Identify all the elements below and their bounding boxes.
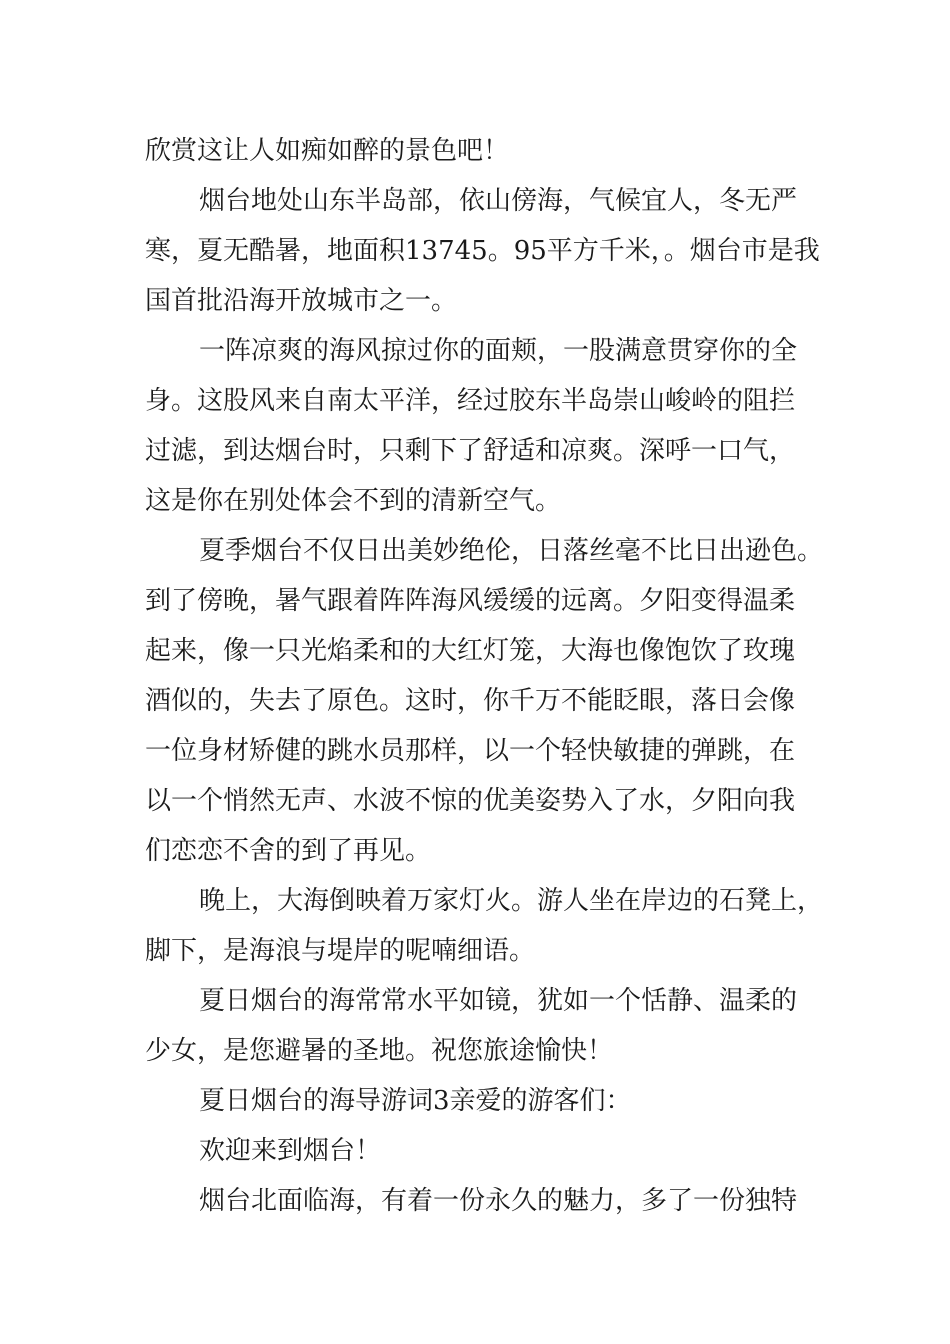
text-line: 身。这股风来自南太平洋，经过胶东半岛崇山峻岭的阻拦 [145, 386, 796, 416]
paragraph-start-line: 晚上，大海倒映着万家灯火。游人坐在岸边的石凳上， [199, 886, 824, 916]
paragraph-start-line: 夏日烟台的海常常水平如镜，犹如一个恬静、温柔的 [199, 986, 798, 1016]
paragraph-start-line: 一阵凉爽的海风掠过你的面颊，一股满意贯穿你的全 [199, 336, 798, 366]
text-line: 过滤，到达烟台时，只剩下了舒适和凉爽。深呼一口气， [145, 436, 796, 466]
paragraph-start-line: 夏季烟台不仅日出美妙绝伦，日落丝毫不比日出逊色。 [199, 536, 824, 566]
paragraph-start-line: 烟台北面临海，有着一份永久的魅力，多了一份独特 [199, 1186, 798, 1216]
text-line: 酒似的，失去了原色。这时，你千万不能眨眼，落日会像 [145, 686, 796, 716]
greeting-line: 欢迎来到烟台！ [199, 1136, 382, 1166]
text-line: 寒，夏无酷暑，地面积13745。95平方千米，。烟台市是我 [145, 236, 820, 266]
paragraph-start-line: 烟台地处山东半岛部，依山傍海，气候宜人，冬无严 [199, 186, 798, 216]
text-line: 一位身材矫健的跳水员那样，以一个轻快敏捷的弹跳，在 [145, 736, 796, 766]
text-line: 国首批沿海开放城市之一。 [145, 286, 458, 316]
document-body [145, 126, 825, 1226]
text-line: 以一个悄然无声、水波不惊的优美姿势入了水，夕阳向我 [145, 786, 796, 816]
text-line: 们恋恋不舍的到了再见。 [145, 836, 432, 866]
text-line: 欣赏这让人如痴如醉的景色吧！ [145, 136, 510, 166]
text-line: 脚下，是海浪与堤岸的呢喃细语。 [145, 936, 536, 966]
text-line: 到了傍晚，暑气跟着阵阵海风缓缓的远离。夕阳变得温柔 [145, 586, 796, 616]
text-line: 这是你在别处体会不到的清新空气。 [145, 486, 562, 516]
section-heading-line: 夏日烟台的海导游词3亲爱的游客们： [199, 1086, 632, 1116]
text-line: 少女，是您避暑的圣地。祝您旅途愉快！ [145, 1036, 614, 1066]
text-line: 起来，像一只光焰柔和的大红灯笼，大海也像饱饮了玫瑰 [145, 636, 796, 666]
